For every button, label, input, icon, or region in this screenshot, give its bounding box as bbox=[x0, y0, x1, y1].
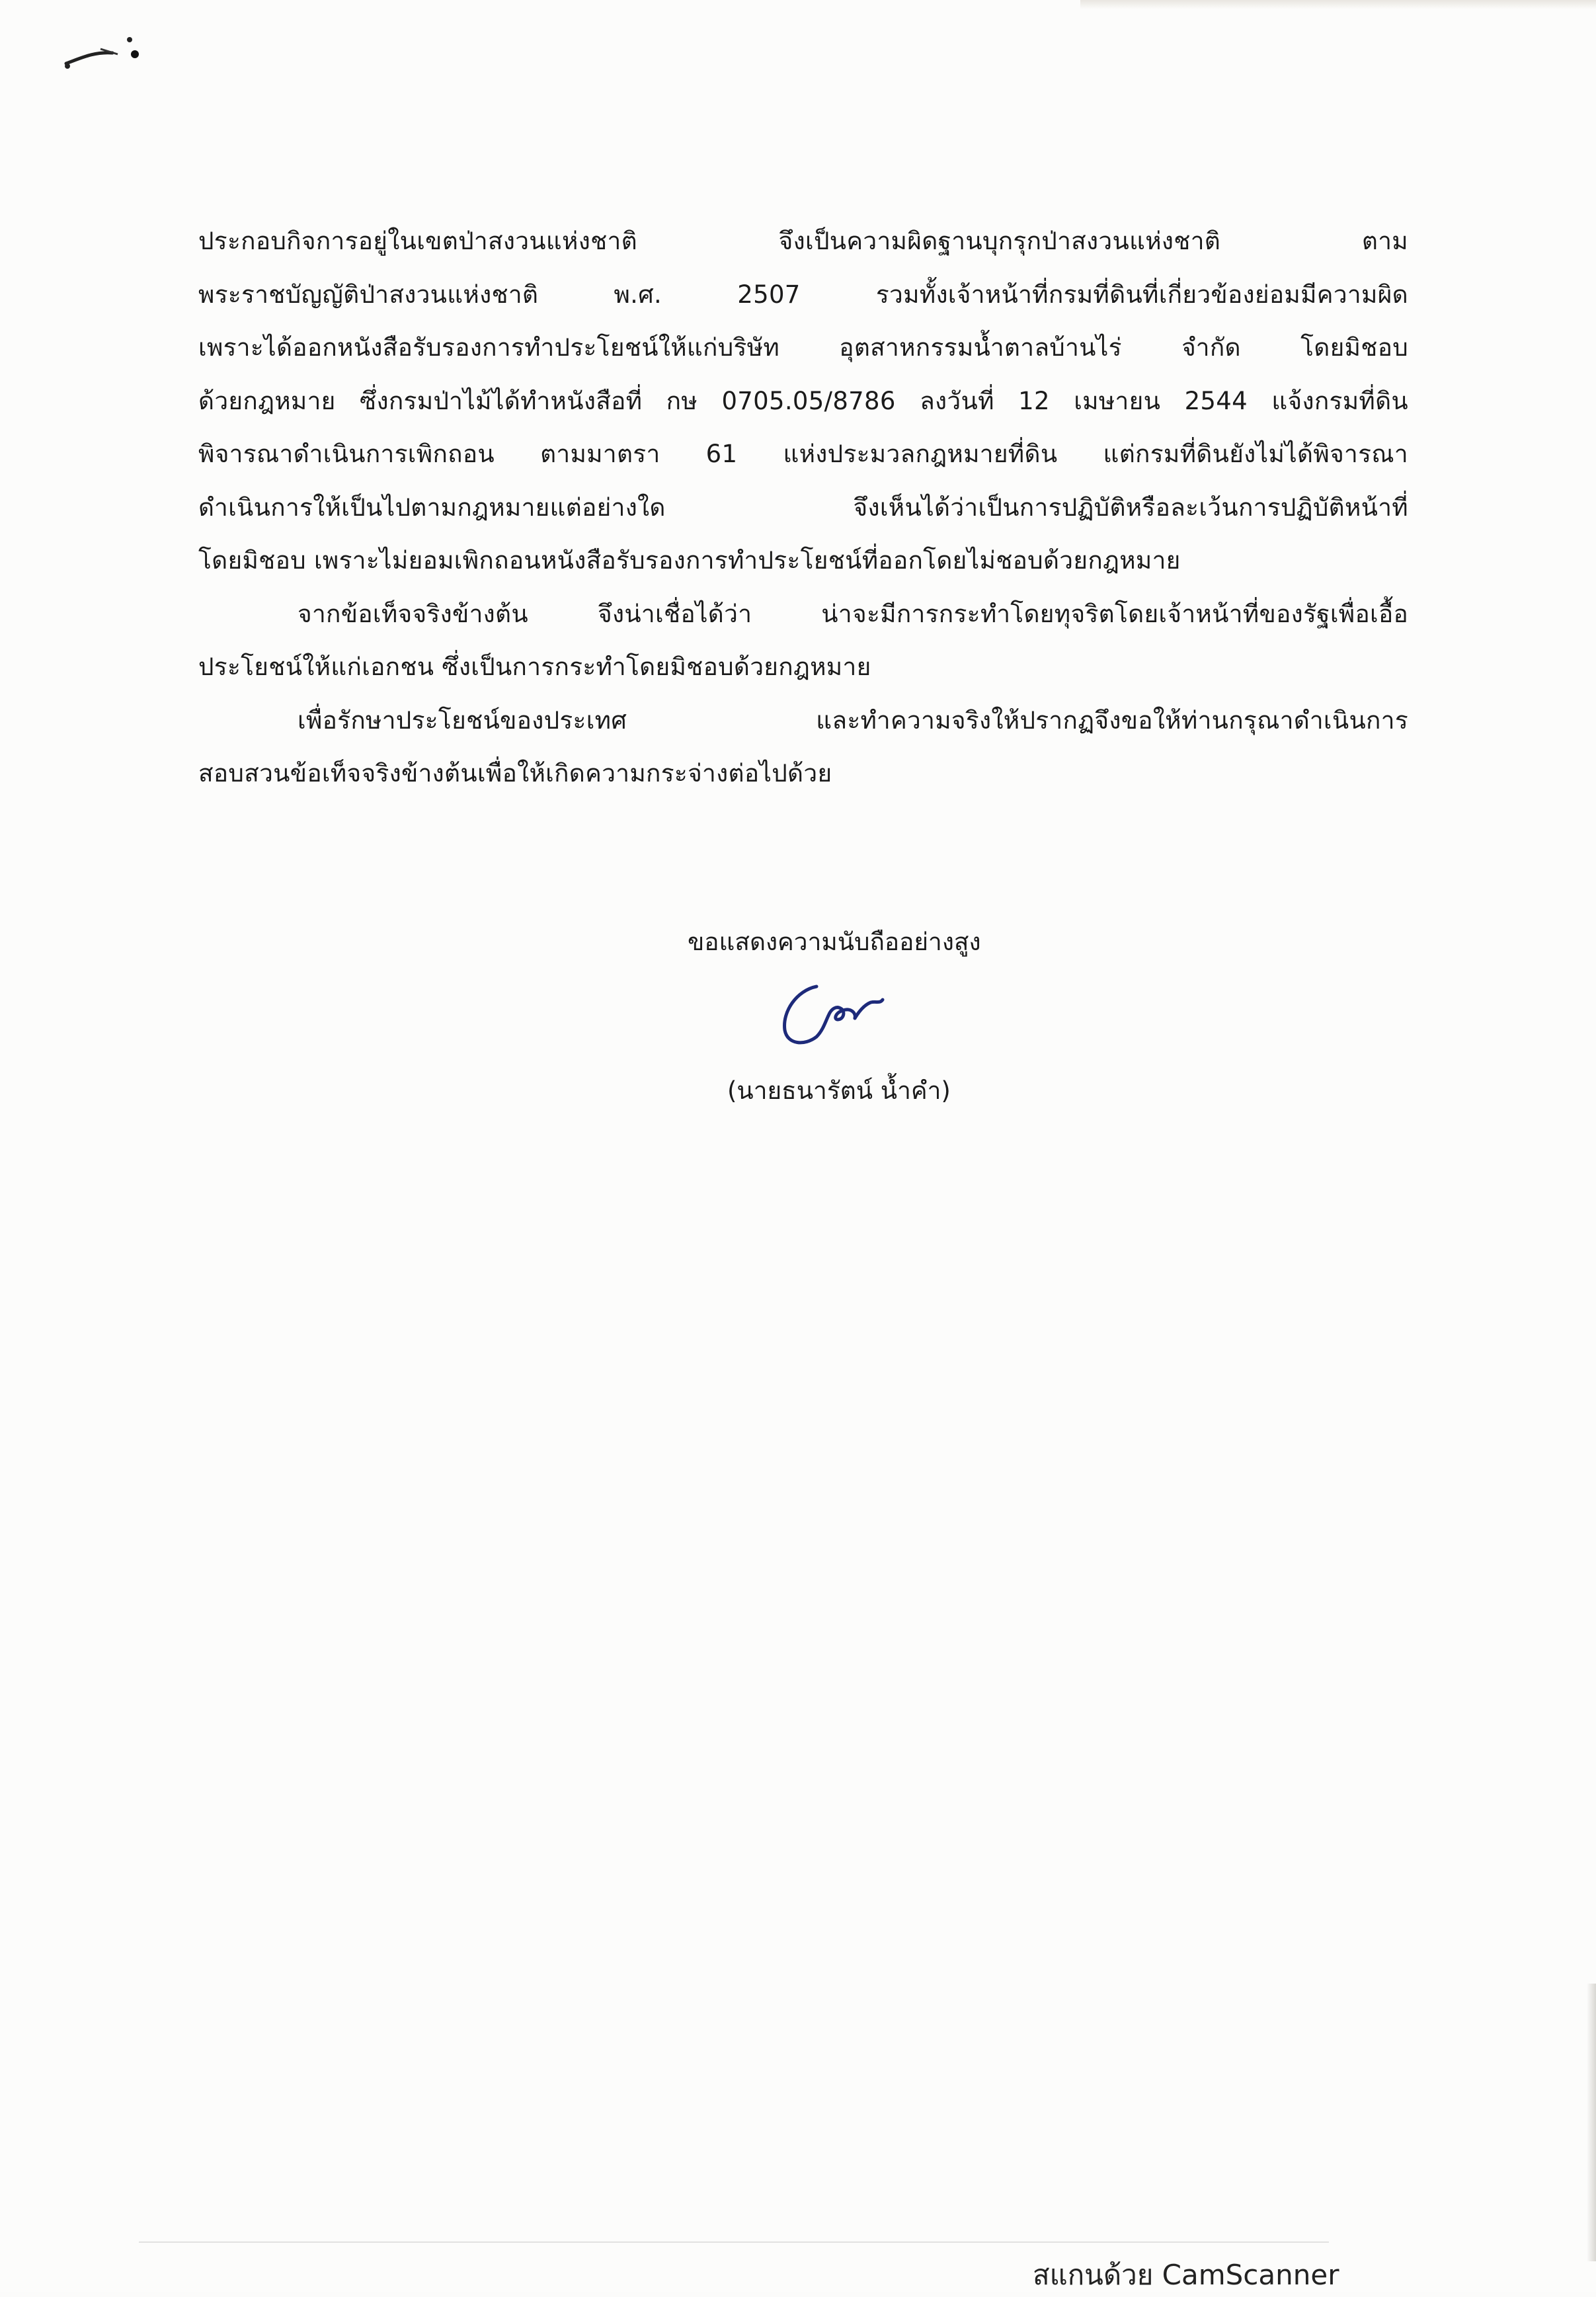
body-line: ประโยชน์ให้แก่เอกชน ซึ่งเป็นการกระทำโดยมิชอบด้วยกฎหมาย bbox=[198, 653, 871, 681]
body-line: สอบสวนข้อเท็จจริงข้างต้นเพื่อให้เกิดความกระจ่างต่อไปด้วย bbox=[198, 759, 832, 787]
body-line: ดำเนินการให้เป็นไปตามกฎหมายแต่อย่างใด จึงเห็นได้ว่าเป็นการปฏิบัติหรือละเว้นการปฏิบัติหน้าที่ bbox=[198, 493, 1408, 522]
handwritten-signature bbox=[770, 972, 902, 1058]
body-line: เพื่อรักษาประโยชน์ของประเทศ และทำความจริงให้ปรากฏจึงขอให้ท่านกรุณาดำเนินการ bbox=[298, 705, 1408, 735]
letter-body bbox=[198, 215, 1408, 801]
body-line: เพราะได้ออกหนังสือรับรองการทำประโยชน์ให้แก่บริษัท อุตสาหกรรมน้ำตาลบ้านไร่ จำกัด โดยมิชอบ bbox=[198, 333, 1408, 362]
camscanner-watermark: สแกนด้วย CamScanner bbox=[1033, 2259, 1339, 2291]
body-line: ประกอบกิจการอยู่ในเขตป่าสงวนแห่งชาติ จึงเป็นความผิดฐานบุกรุกป่าสงวนแห่งชาติ ตาม bbox=[198, 227, 1408, 255]
body-line: โดยมิชอบ เพราะไม่ยอมเพิกถอนหนังสือรับรองการทำประโยชน์ที่ออกโดยไม่ชอบด้วยกฎหมาย bbox=[198, 546, 1181, 575]
body-line: พระราชบัญญัติป่าสงวนแห่งชาติ พ.ศ. 2507 รวมทั้งเจ้าหน้าที่กรมที่ดินที่เกี่ยวข้องย่อมมีความผิด bbox=[198, 280, 1408, 309]
body-line: พิจารณาดำเนินการเพิกถอน ตามมาตรา 61 แห่งประมวลกฎหมายที่ดิน แต่กรมที่ดินยังไม่ได้พิจารณา bbox=[198, 440, 1408, 468]
paper-right-shadow bbox=[1587, 1984, 1596, 2261]
scan-speck-mark bbox=[61, 25, 147, 71]
body-line: ด้วยกฎหมาย ซึ่งกรมป่าไม้ได้ทำหนังสือที่ กษ 0705.05/8786 ลงวันที่ 12 เมษายน 2544 แจ้งกรมที่ดิน bbox=[198, 386, 1408, 415]
closing-salutation: ขอแสดงความนับถืออย่างสูง bbox=[688, 928, 981, 956]
signer-name: (นายธนารัตน์ น้ำคำ) bbox=[727, 1076, 951, 1105]
paper-edge-shadow bbox=[1080, 0, 1596, 9]
page-bottom-edge bbox=[139, 2241, 1329, 2243]
body-line: จากข้อเท็จจริงข้างต้น จึงน่าเชื่อได้ว่า น่าจะมีการกระทำโดยทุจริตโดยเจ้าหน้าที่ของรัฐเพื่อเอื้อ bbox=[298, 599, 1408, 628]
